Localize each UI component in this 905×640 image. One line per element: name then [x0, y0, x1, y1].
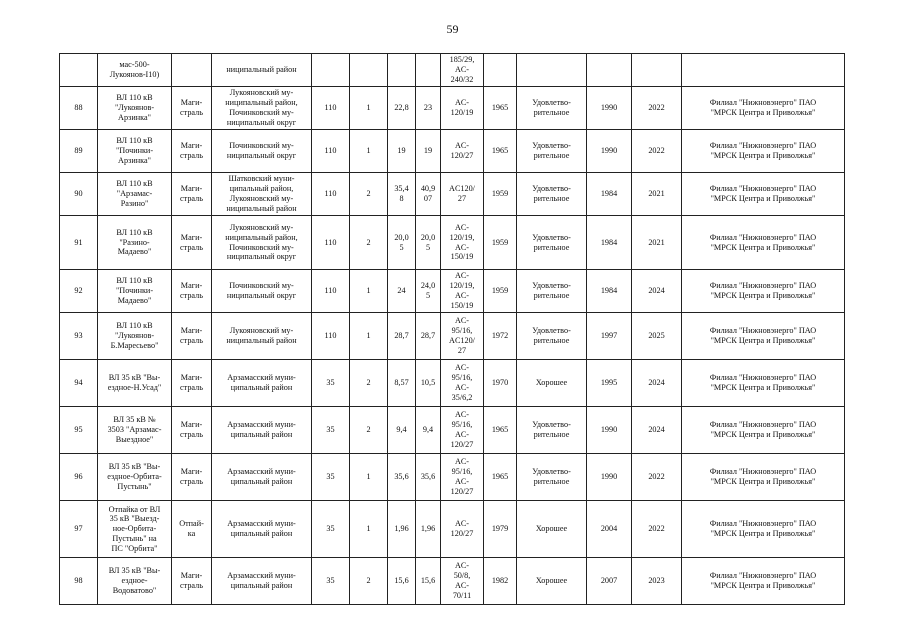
- table-row: [60, 216, 845, 270]
- commission-year-cell: [484, 54, 517, 87]
- wire-grade-cell: AC- 50/8, AC- 70/11: [441, 558, 484, 605]
- line-name-cell: ВЛ 35 кВ "Вы- ездное-Орбита- Пустынь": [98, 454, 172, 501]
- length-circuit-cell: 35,6: [416, 454, 441, 501]
- condition-cell: Хорошее: [517, 360, 587, 407]
- service-year-cell: 1990: [587, 454, 632, 501]
- voltage-cell: 110: [312, 173, 350, 216]
- line-name-cell: ВЛ 35 кВ "Вы- ездное- Водоватово": [98, 558, 172, 605]
- row-number-cell: 96: [60, 454, 98, 501]
- district-cell: Починковский му- ниципальный округ: [212, 270, 312, 313]
- line-type-cell: Маги- страль: [172, 216, 212, 270]
- row-number-cell: [60, 54, 98, 87]
- line-name-cell: ВЛ 110 кВ "Разино- Мадаево": [98, 216, 172, 270]
- voltage-cell: 110: [312, 216, 350, 270]
- length-route-cell: [388, 54, 416, 87]
- commission-year-cell: 1970: [484, 360, 517, 407]
- line-name-cell: ВЛ 110 кВ "Починки- Мадаево": [98, 270, 172, 313]
- circuits-cell: 2: [350, 558, 388, 605]
- district-cell: Шатковский муни- ципальный район, Лукояновский му- ниципальный район: [212, 173, 312, 216]
- circuits-cell: 2: [350, 360, 388, 407]
- length-circuit-cell: [416, 54, 441, 87]
- table-row: [60, 130, 845, 173]
- table-row: [60, 54, 845, 87]
- power-lines-table: [59, 53, 845, 605]
- row-number-cell: 91: [60, 216, 98, 270]
- length-circuit-cell: 15,6: [416, 558, 441, 605]
- wire-grade-cell: 185/29, AC- 240/32: [441, 54, 484, 87]
- length-circuit-cell: 24,0 5: [416, 270, 441, 313]
- row-number-cell: 95: [60, 407, 98, 454]
- table-row: [60, 501, 845, 558]
- line-type-cell: Маги- страль: [172, 173, 212, 216]
- commission-year-cell: 1965: [484, 407, 517, 454]
- condition-cell: Удовлетво- рительное: [517, 454, 587, 501]
- owner-cell: Филиал "Нижновэнерго" ПАО "МРСК Центра и Приволжья": [682, 454, 845, 501]
- district-cell: Лукояновский му- ниципальный район, Починковский му- ниципальный округ: [212, 87, 312, 130]
- district-cell: Лукояновский му- ниципальный район, Починковский му- ниципальный округ: [212, 216, 312, 270]
- line-type-cell: Маги- страль: [172, 270, 212, 313]
- commission-year-cell: 1959: [484, 270, 517, 313]
- condition-cell: Удовлетво- рительное: [517, 270, 587, 313]
- wire-grade-cell: AC- 95/16, AC120/ 27: [441, 313, 484, 360]
- row-number-cell: 97: [60, 501, 98, 558]
- table-body: [60, 54, 845, 605]
- length-circuit-cell: 9,4: [416, 407, 441, 454]
- table-row: [60, 360, 845, 407]
- length-circuit-cell: 10,5: [416, 360, 441, 407]
- district-cell: Арзамасский муни- ципальный район: [212, 558, 312, 605]
- commission-year-cell: 1965: [484, 87, 517, 130]
- line-name-cell: ВЛ 110 кВ "Лукоянов- Б.Маресьево": [98, 313, 172, 360]
- circuits-cell: 1: [350, 130, 388, 173]
- line-type-cell: Маги- страль: [172, 454, 212, 501]
- planned-year-cell: 2024: [632, 270, 682, 313]
- table-row: [60, 558, 845, 605]
- line-type-cell: Маги- страль: [172, 87, 212, 130]
- voltage-cell: 35: [312, 454, 350, 501]
- service-year-cell: 1984: [587, 270, 632, 313]
- table-row: [60, 270, 845, 313]
- line-type-cell: Маги- страль: [172, 407, 212, 454]
- line-name-cell: ВЛ 110 кВ "Лукоянов- Арзинка": [98, 87, 172, 130]
- condition-cell: Удовлетво- рительное: [517, 216, 587, 270]
- circuits-cell: 1: [350, 501, 388, 558]
- service-year-cell: 2004: [587, 501, 632, 558]
- planned-year-cell: 2023: [632, 558, 682, 605]
- page-number: 59: [446, 22, 459, 36]
- table-row: [60, 454, 845, 501]
- wire-grade-cell: AC- 120/19, AC- 150/19: [441, 270, 484, 313]
- district-cell: Арзамасский муни- ципальный район: [212, 407, 312, 454]
- condition-cell: Хорошее: [517, 501, 587, 558]
- length-route-cell: 20,0 5: [388, 216, 416, 270]
- planned-year-cell: 2024: [632, 360, 682, 407]
- line-type-cell: Маги- страль: [172, 558, 212, 605]
- length-route-cell: 35,6: [388, 454, 416, 501]
- voltage-cell: [312, 54, 350, 87]
- wire-grade-cell: AC- 95/16, AC- 120/27: [441, 454, 484, 501]
- table-row: [60, 173, 845, 216]
- planned-year-cell: 2021: [632, 173, 682, 216]
- voltage-cell: 110: [312, 87, 350, 130]
- commission-year-cell: 1959: [484, 173, 517, 216]
- planned-year-cell: 2024: [632, 407, 682, 454]
- voltage-cell: 35: [312, 360, 350, 407]
- table-row: [60, 313, 845, 360]
- planned-year-cell: 2021: [632, 216, 682, 270]
- voltage-cell: 110: [312, 130, 350, 173]
- row-number-cell: 88: [60, 87, 98, 130]
- service-year-cell: 1984: [587, 216, 632, 270]
- length-route-cell: 8,57: [388, 360, 416, 407]
- row-number-cell: 92: [60, 270, 98, 313]
- service-year-cell: 1995: [587, 360, 632, 407]
- service-year-cell: 1984: [587, 173, 632, 216]
- length-circuit-cell: 1,96: [416, 501, 441, 558]
- line-type-cell: Маги- страль: [172, 130, 212, 173]
- district-cell: ниципальный район: [212, 54, 312, 87]
- condition-cell: Удовлетво- рительное: [517, 130, 587, 173]
- line-type-cell: Отпай- ка: [172, 501, 212, 558]
- length-route-cell: 19: [388, 130, 416, 173]
- wire-grade-cell: AC- 95/16, AC- 120/27: [441, 407, 484, 454]
- line-type-cell: Маги- страль: [172, 313, 212, 360]
- service-year-cell: 2007: [587, 558, 632, 605]
- wire-grade-cell: AC- 120/27: [441, 501, 484, 558]
- circuits-cell: 1: [350, 454, 388, 501]
- owner-cell: Филиал "Нижновэнерго" ПАО "МРСК Центра и Приволжья": [682, 558, 845, 605]
- row-number-cell: 98: [60, 558, 98, 605]
- row-number-cell: 93: [60, 313, 98, 360]
- circuits-cell: 1: [350, 270, 388, 313]
- district-cell: Арзамасский муни- ципальный район: [212, 360, 312, 407]
- owner-cell: Филиал "Нижновэнерго" ПАО "МРСК Центра и Приволжья": [682, 270, 845, 313]
- table-row: [60, 87, 845, 130]
- condition-cell: Удовлетво- рительное: [517, 173, 587, 216]
- commission-year-cell: 1965: [484, 130, 517, 173]
- district-cell: Арзамасский муни- ципальный район: [212, 501, 312, 558]
- owner-cell: Филиал "Нижновэнерго" ПАО "МРСК Центра и Приволжья": [682, 216, 845, 270]
- length-route-cell: 1,96: [388, 501, 416, 558]
- owner-cell: Филиал "Нижновэнерго" ПАО "МРСК Центра и Приволжья": [682, 87, 845, 130]
- length-route-cell: 24: [388, 270, 416, 313]
- owner-cell: Филиал "Нижновэнерго" ПАО "МРСК Центра и Приволжья": [682, 407, 845, 454]
- line-type-cell: Маги- страль: [172, 360, 212, 407]
- row-number-cell: 90: [60, 173, 98, 216]
- length-route-cell: 35,4 8: [388, 173, 416, 216]
- length-circuit-cell: 40,9 07: [416, 173, 441, 216]
- length-route-cell: 9,4: [388, 407, 416, 454]
- wire-grade-cell: AC- 120/19, AC- 150/19: [441, 216, 484, 270]
- condition-cell: [517, 54, 587, 87]
- length-circuit-cell: 19: [416, 130, 441, 173]
- planned-year-cell: [632, 54, 682, 87]
- line-name-cell: мас-500- Лукоянов-I10): [98, 54, 172, 87]
- length-route-cell: 28,7: [388, 313, 416, 360]
- line-name-cell: ВЛ 110 кВ "Арзамас- Разино": [98, 173, 172, 216]
- owner-cell: [682, 54, 845, 87]
- condition-cell: Удовлетво- рительное: [517, 87, 587, 130]
- condition-cell: Удовлетво- рительное: [517, 407, 587, 454]
- table-row: [60, 407, 845, 454]
- wire-grade-cell: AC- 95/16, AC- 35/6,2: [441, 360, 484, 407]
- planned-year-cell: 2022: [632, 501, 682, 558]
- service-year-cell: 1997: [587, 313, 632, 360]
- length-circuit-cell: 20,0 5: [416, 216, 441, 270]
- commission-year-cell: 1982: [484, 558, 517, 605]
- length-circuit-cell: 28,7: [416, 313, 441, 360]
- district-cell: Лукояновский му- ниципальный район: [212, 313, 312, 360]
- circuits-cell: [350, 54, 388, 87]
- circuits-cell: 1: [350, 313, 388, 360]
- condition-cell: Удовлетво- рительное: [517, 313, 587, 360]
- circuits-cell: 2: [350, 407, 388, 454]
- voltage-cell: 110: [312, 313, 350, 360]
- planned-year-cell: 2022: [632, 454, 682, 501]
- row-number-cell: 94: [60, 360, 98, 407]
- row-number-cell: 89: [60, 130, 98, 173]
- wire-grade-cell: AC120/ 27: [441, 173, 484, 216]
- planned-year-cell: 2025: [632, 313, 682, 360]
- service-year-cell: 1990: [587, 407, 632, 454]
- line-name-cell: ВЛ 110 кВ "Починки- Арзинка": [98, 130, 172, 173]
- commission-year-cell: 1965: [484, 454, 517, 501]
- owner-cell: Филиал "Нижновэнерго" ПАО "МРСК Центра и Приволжья": [682, 360, 845, 407]
- planned-year-cell: 2022: [632, 87, 682, 130]
- voltage-cell: 35: [312, 501, 350, 558]
- owner-cell: Филиал "Нижновэнерго" ПАО "МРСК Центра и Приволжья": [682, 313, 845, 360]
- line-name-cell: ВЛ 35 кВ № 3503 "Арзамас- Выездное": [98, 407, 172, 454]
- length-route-cell: 15,6: [388, 558, 416, 605]
- line-name-cell: ВЛ 35 кВ "Вы- ездное-Н.Усад": [98, 360, 172, 407]
- wire-grade-cell: AC- 120/19: [441, 87, 484, 130]
- owner-cell: Филиал "Нижновэнерго" ПАО "МРСК Центра и Приволжья": [682, 130, 845, 173]
- voltage-cell: 35: [312, 407, 350, 454]
- line-name-cell: Отпайка от ВЛ 35 кВ "Выезд- ное-Орбита- Пустынь" на ПС "Орбита": [98, 501, 172, 558]
- voltage-cell: 35: [312, 558, 350, 605]
- owner-cell: Филиал "Нижновэнерго" ПАО "МРСК Центра и Приволжья": [682, 173, 845, 216]
- service-year-cell: 1990: [587, 87, 632, 130]
- owner-cell: Филиал "Нижновэнерго" ПАО "МРСК Центра и Приволжья": [682, 501, 845, 558]
- service-year-cell: [587, 54, 632, 87]
- wire-grade-cell: AC- 120/27: [441, 130, 484, 173]
- circuits-cell: 2: [350, 173, 388, 216]
- condition-cell: Хорошее: [517, 558, 587, 605]
- commission-year-cell: 1979: [484, 501, 517, 558]
- planned-year-cell: 2022: [632, 130, 682, 173]
- length-route-cell: 22,8: [388, 87, 416, 130]
- circuits-cell: 1: [350, 87, 388, 130]
- length-circuit-cell: 23: [416, 87, 441, 130]
- line-type-cell: [172, 54, 212, 87]
- commission-year-cell: 1959: [484, 216, 517, 270]
- voltage-cell: 110: [312, 270, 350, 313]
- district-cell: Починковский му- ниципальный округ: [212, 130, 312, 173]
- commission-year-cell: 1972: [484, 313, 517, 360]
- service-year-cell: 1990: [587, 130, 632, 173]
- district-cell: Арзамасский муни- ципальный район: [212, 454, 312, 501]
- circuits-cell: 2: [350, 216, 388, 270]
